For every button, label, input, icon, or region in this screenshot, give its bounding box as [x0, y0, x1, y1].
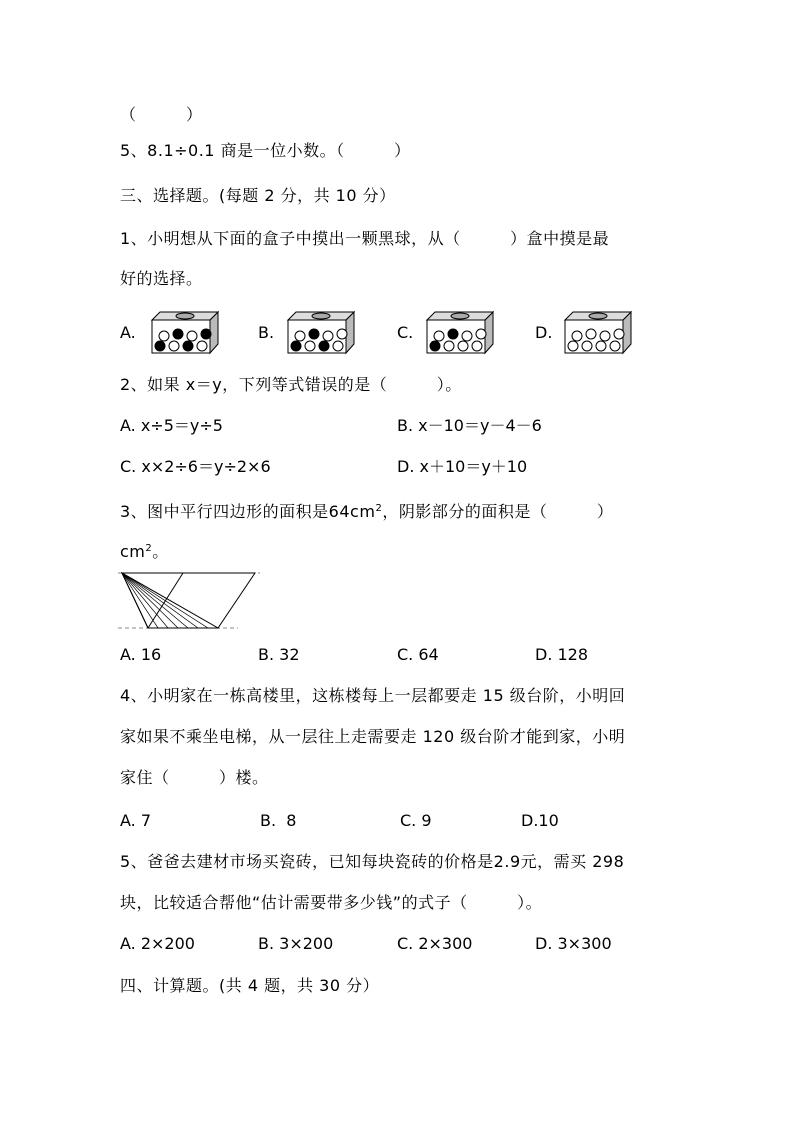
q3-text-start: 3、图中平行四边形的面积是64cm — [120, 502, 376, 521]
white-ball — [458, 341, 468, 351]
q4-option-a: A. 7 — [120, 811, 152, 830]
white-ball — [305, 341, 315, 351]
box-opening — [176, 313, 194, 319]
white-ball — [333, 341, 343, 351]
q3-unit-superscript-2: 2 — [145, 543, 153, 554]
black-ball — [183, 341, 193, 351]
white-ball — [197, 341, 207, 351]
q3-unit: cm — [120, 542, 146, 561]
section-4-heading: 四、计算题。(共 4 题，共 30 分） — [120, 976, 380, 995]
q2-option-b: B. x－10＝y－4－6 — [397, 416, 542, 435]
white-ball — [323, 331, 333, 341]
box-opening — [312, 313, 330, 319]
question-5-line-1: 5、爸爸去建材市场买瓷砖，已知每块瓷砖的价格是2.9元，需买 298 — [120, 852, 625, 871]
white-ball — [572, 331, 582, 341]
q4-option-b: B. 8 — [260, 811, 297, 830]
question-4-line-1: 4、小明家在一栋高楼里，这栋楼每上一层都要走 15 级台阶，小明回 — [120, 686, 626, 705]
box-opening — [589, 313, 607, 319]
question-3-line-1 — [120, 498, 613, 523]
white-ball — [187, 331, 197, 341]
white-ball — [337, 329, 347, 339]
q1-option-c-label: C. — [397, 323, 414, 342]
ball-box-a — [150, 308, 220, 356]
black-ball — [448, 329, 458, 339]
q2-option-d: D. x＋10＝y＋10 — [397, 457, 528, 476]
white-ball — [472, 341, 482, 351]
white-ball — [610, 341, 620, 351]
white-ball — [169, 341, 179, 351]
question-1-line-2: 好的选择。 — [120, 269, 203, 288]
q1-option-b-label: B. — [258, 323, 275, 342]
q5-option-b: B. 3×200 — [258, 934, 334, 953]
white-ball — [600, 331, 610, 341]
q4-option-c: C. 9 — [400, 811, 432, 830]
question-2: 2、如果 x＝y，下列等式错误的是（ ）。 — [120, 375, 462, 394]
q3-option-c: C. 64 — [397, 645, 439, 664]
ball-box-b — [286, 308, 356, 356]
black-ball — [319, 341, 329, 351]
true-false-item-5: 5、8.1÷0.1 商是一位小数。（ ） — [120, 141, 411, 160]
question-4-line-3: 家住（ ）楼。 — [120, 768, 269, 787]
white-ball — [582, 341, 592, 351]
white-ball — [295, 331, 305, 341]
q2-option-c: C. x×2÷6＝y÷2×6 — [120, 457, 271, 476]
black-ball — [309, 329, 319, 339]
black-ball — [201, 329, 211, 339]
question-3-line-2 — [120, 538, 169, 563]
white-ball — [159, 331, 169, 341]
white-ball — [444, 341, 454, 351]
question-5-line-2: 块，比较适合帮他“估计需要带多少钱”的式子（ ）。 — [120, 893, 543, 912]
q3-option-b: B. 32 — [258, 645, 300, 664]
white-ball — [596, 341, 606, 351]
black-ball — [291, 341, 301, 351]
q3-text-rest: ，阴影部分的面积是（ ） — [382, 502, 614, 521]
black-ball — [173, 329, 183, 339]
q3-unit-superscript: 2 — [375, 503, 383, 514]
answer-bracket: （ ） — [120, 105, 203, 124]
ball-box-c — [425, 308, 495, 356]
question-4-line-2: 家如果不乘坐电梯，从一层往上走需要走 120 级台阶才能到家，小明 — [120, 727, 626, 746]
q2-option-a: A. x÷5＝y÷5 — [120, 416, 223, 435]
white-ball — [462, 331, 472, 341]
q5-option-d: D. 3×300 — [535, 934, 612, 953]
q4-option-d: D.10 — [521, 811, 559, 830]
black-ball — [155, 341, 165, 351]
white-ball — [614, 329, 624, 339]
q3-period: 。 — [152, 542, 169, 561]
q5-option-c: C. 2×300 — [397, 934, 473, 953]
ball-box-d — [563, 308, 633, 356]
q1-option-d-label: D. — [535, 323, 553, 342]
white-ball — [476, 329, 486, 339]
question-1-line-1: 1、小明想从下面的盒子中摸出一颗黑球，从（ ）盒中摸是最 — [120, 229, 610, 248]
q5-option-a: A. 2×200 — [120, 934, 195, 953]
q3-option-a: A. 16 — [120, 645, 162, 664]
white-ball — [434, 331, 444, 341]
parallelogram-figure — [118, 568, 260, 630]
box-opening — [451, 313, 469, 319]
white-ball — [568, 341, 578, 351]
section-3-heading: 三、选择题。(每题 2 分，共 10 分） — [120, 186, 396, 205]
q1-option-a-label: A. — [120, 323, 136, 342]
q3-option-d: D. 128 — [535, 645, 589, 664]
black-ball — [430, 341, 440, 351]
white-ball — [586, 329, 596, 339]
